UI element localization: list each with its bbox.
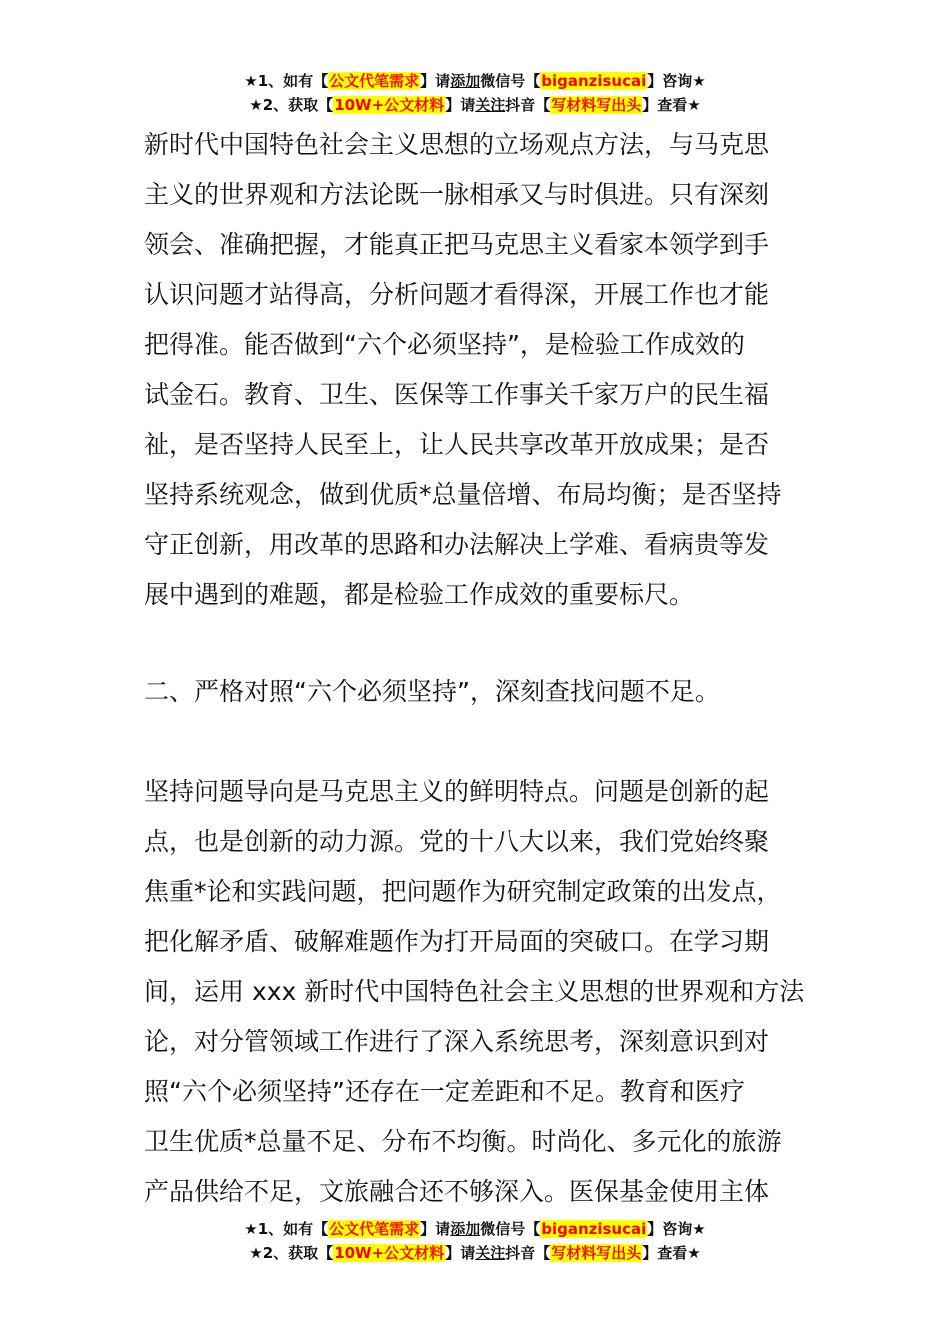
footer-banner (0, 1217, 950, 1265)
paragraph-line: 坚持问题导向是马克思主义的鲜明特点。问题是创新的起 (144, 777, 770, 806)
highlight-materials: 10W+公文材料 (334, 1244, 445, 1262)
paragraph-line: 认识问题才站得高，分析问题才看得深，开展工作也才能 (144, 280, 770, 309)
highlight-wechat-id: biganzisucai (541, 72, 647, 90)
banner-line-1: ★1、如有【公文代笔需求】请添加微信号【biganzisucai】咨询★ (244, 72, 706, 90)
section-heading-text: 二、严格对照“六个必须坚持”，深刻查找问题不足。 (144, 677, 720, 706)
paragraph-line: 新时代中国特色社会主义思想的立场观点方法，与马克思 (144, 130, 770, 159)
paragraph-line: 领会、准确把握，才能真正把马克思主义看家本领学到手 (144, 230, 770, 259)
highlight-service: 公文代笔需求 (329, 1220, 420, 1238)
paragraph-line: 试金石。教育、卫生、医保等工作事关千家万户的民生福 (144, 380, 770, 409)
banner-line-1: ★1、如有【公文代笔需求】请添加微信号【biganzisucai】咨询★ (244, 1220, 706, 1238)
paragraph-line: 焦重*论和实践问题，把问题作为研究制定政策的出发点， (144, 877, 782, 906)
paragraph-line: 把化解矛盾、破解难题作为打开局面的突破口。在学习期 (144, 927, 770, 956)
paragraph-line: 展中遇到的难题，都是检验工作成效的重要标尺。 (144, 580, 695, 609)
highlight-service: 公文代笔需求 (329, 72, 420, 90)
banner-line-2: ★2、获取【10W+公文材料】请关注抖音【写材料写出头】查看★ (249, 96, 701, 114)
paragraph-line: 论，对分管领域工作进行了深入系统思考，深刻意识到对 (144, 1027, 770, 1056)
section-heading (144, 667, 809, 717)
banner-line-2: ★2、获取【10W+公文材料】请关注抖音【写材料写出头】查看★ (249, 1244, 701, 1262)
paragraph-line: 守正创新，用改革的思路和办法解决上学难、看病贵等发 (144, 530, 770, 559)
highlight-douyin-id: 写材料写出头 (551, 1244, 642, 1262)
paragraph-line: 主义的世界观和方法论既一脉相承又与时俱进。只有深刻 (144, 180, 770, 209)
paragraph-line: 祉，是否坚持人民至上，让人民共享改革开放成果；是否 (144, 430, 770, 459)
paragraph-1 (144, 120, 809, 620)
paragraph-line: 产品供给不足，文旅融合还不够深入。医保基金使用主体 (144, 1177, 770, 1206)
paragraph-line: 坚持系统观念，做到优质*总量倍增、布局均衡；是否坚持 (144, 480, 782, 509)
paragraph-line: 间，运用 xxx 新时代中国特色社会主义思想的世界观和方法 (144, 977, 805, 1006)
paragraph-line: 把得准。能否做到“六个必须坚持”，是检验工作成效的 (144, 330, 745, 359)
paragraph-line: 点，也是创新的动力源。党的十八大以来，我们党始终聚 (144, 827, 770, 856)
highlight-materials: 10W+公文材料 (334, 96, 445, 114)
paragraph-line: 卫生优质*总量不足、分布不均衡。时尚化、多元化的旅游 (144, 1127, 782, 1156)
header-banner (0, 69, 950, 117)
highlight-douyin-id: 写材料写出头 (551, 96, 642, 114)
paragraph-line: 照“六个必须坚持”还存在一定差距和不足。教育和医疗 (144, 1077, 745, 1106)
highlight-wechat-id: biganzisucai (541, 1220, 647, 1238)
paragraph-2 (144, 767, 809, 1217)
